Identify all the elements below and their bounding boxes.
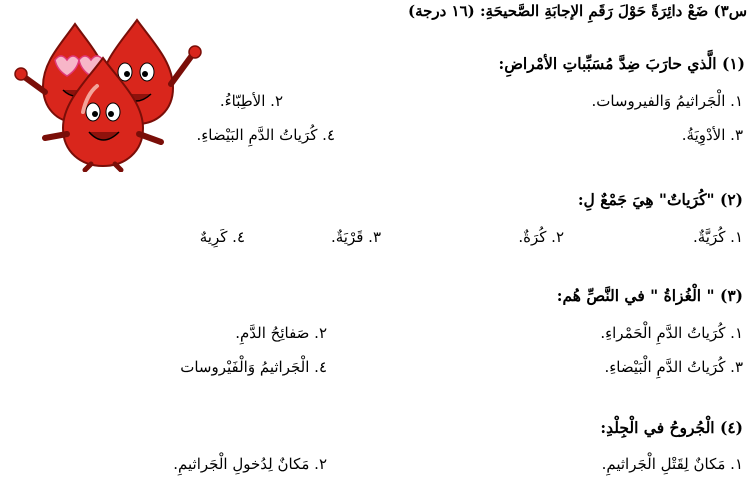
question-1-option-4[interactable]: ٤. كُرَياتُ الدَّمِ البَيْضاءِ. [196,126,335,144]
question-1-option-3[interactable]: ٣. الأدْوِيَةُ. [681,126,743,144]
question-2-option-4[interactable]: ٤. كَرِيهٌ [199,228,245,246]
blood-drop-characters-icon [5,14,225,172]
question-2-option-3[interactable]: ٣. قَرْيَةٌ. [330,228,381,246]
question-1: (١) الَّذي حارَبَ ضِدَّ مُسَبِّباتِ الأمْراضِ: [498,54,745,73]
question-1-option-1[interactable]: ١. الْجَراثيمُ وَالفيروسات. [591,92,743,110]
question-2-option-2[interactable]: ٢. كُرَةٌ. [518,228,564,246]
question-3-option-3[interactable]: ٣. كُرَياتُ الدَّمِ الْبَيْضاءِ. [604,358,743,376]
question-4: (٤) الْجُروحُ في الْجِلْدِ: [600,418,743,437]
question-4-option-1[interactable]: ١. مَكانٌ لِقَتْلِ الْجَراثيمِ. [601,455,743,473]
question-3: (٣) " الْغُزاةُ " في النَّصِّ هُم: [556,286,743,305]
question-3-option-1[interactable]: ١. كُرَياتُ الدَّمِ الْحَمْراءِ. [600,324,743,342]
question-4-option-2[interactable]: ٢. مَكانٌ لِدُخولِ الْجَراثيمِ. [173,455,327,473]
question-3-option-4[interactable]: ٤. الْجَراثيمُ وَالْفَيْروسات [180,358,327,376]
exercise-title: س٣) ضَعْ دائِرَةً حَوْلَ رَقَمِ الإجابَةِ الصَّحيحَةِ: (١٦ درجة) [407,2,747,20]
question-3-option-2[interactable]: ٢. صَفائِحُ الدَّمِ. [235,324,327,342]
question-1-option-2[interactable]: ٢. الأطِبّاءُ. [219,92,283,110]
question-2-option-1[interactable]: ١. كُرَيَّةٌ. [692,228,743,246]
question-2: (٢) "كُرَياتٌ" هِيَ جَمْعٌ لِ: [577,190,743,209]
